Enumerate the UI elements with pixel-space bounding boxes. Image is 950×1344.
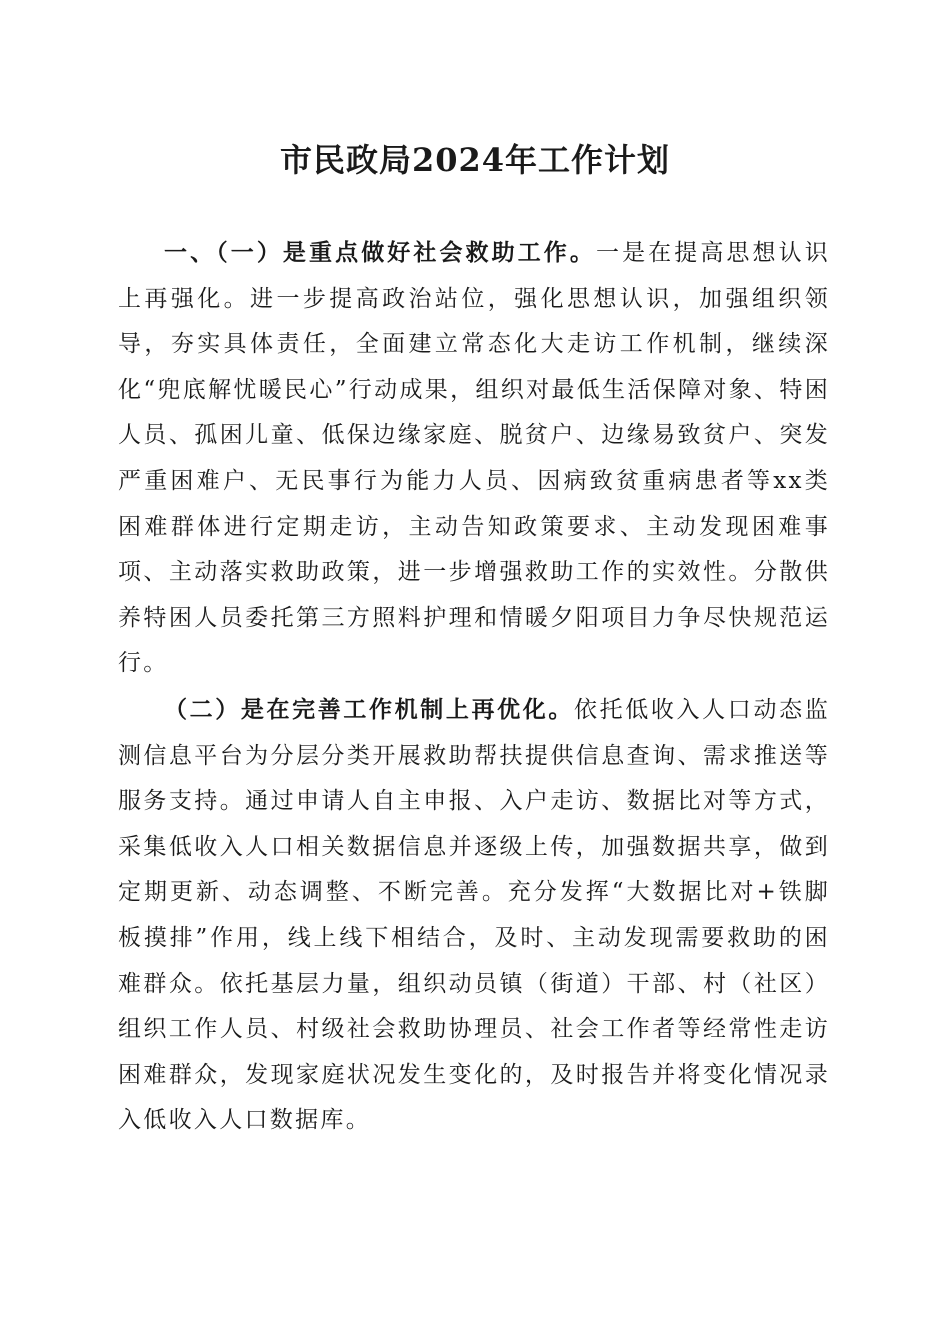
section-paragraph-2	[118, 687, 830, 1144]
section-text-2: 依托低收入人口动态监测信息平台为分层分类开展救助帮扶提供信息查询、需求推送等服务支持。通过申请人自主申报、入户走访、数据比对等方式，采集低收入人口相关数据信息并逐级上传，加强数据共享，做到定期更新、动态调整、不断完善。充分发挥“大数据比对+铁脚板摸排”作用，线上线下相结合，及时、主动发现需要救助的困难群众。依托基层力量，组织动员镇（街道）干部、村（社区）组织工作人员、村级社会救助协理员、社会工作者等经常性走访困难群众，发现家庭状况发生变化的，及时报告并将变化情况录入低收入人口数据库。	[118, 696, 830, 1134]
document-title: 市民政局2024年工作计划	[279, 141, 671, 179]
section-paragraph-1	[118, 230, 830, 687]
document-body	[118, 230, 830, 1144]
section-heading-1: 一、（一）是重点做好社会救助工作。	[164, 239, 596, 266]
section-text-1: 一是在提高思想认识上再强化。进一步提高政治站位，强化思想认识，加强组织领导，夯实具体责任，全面建立常态化大走访工作机制，继续深化“兜底解忧暖民心”行动成果，组织对最低生活保障对象、特困人员、孤困儿童、低保边缘家庭、脱贫户、边缘易致贫户、突发严重困难户、无民事行为能力人员、因病致贫重病患者等xx类困难群体进行定期走访，主动告知政策要求、主动发现困难事项、主动落实救助政策，进一步增强救助工作的实效性。分散供养特困人员委托第三方照料护理和情暖夕阳项目力争尽快规范运行。	[118, 240, 831, 677]
section-heading-2: （二）是在完善工作机制上再优化。	[164, 695, 575, 723]
